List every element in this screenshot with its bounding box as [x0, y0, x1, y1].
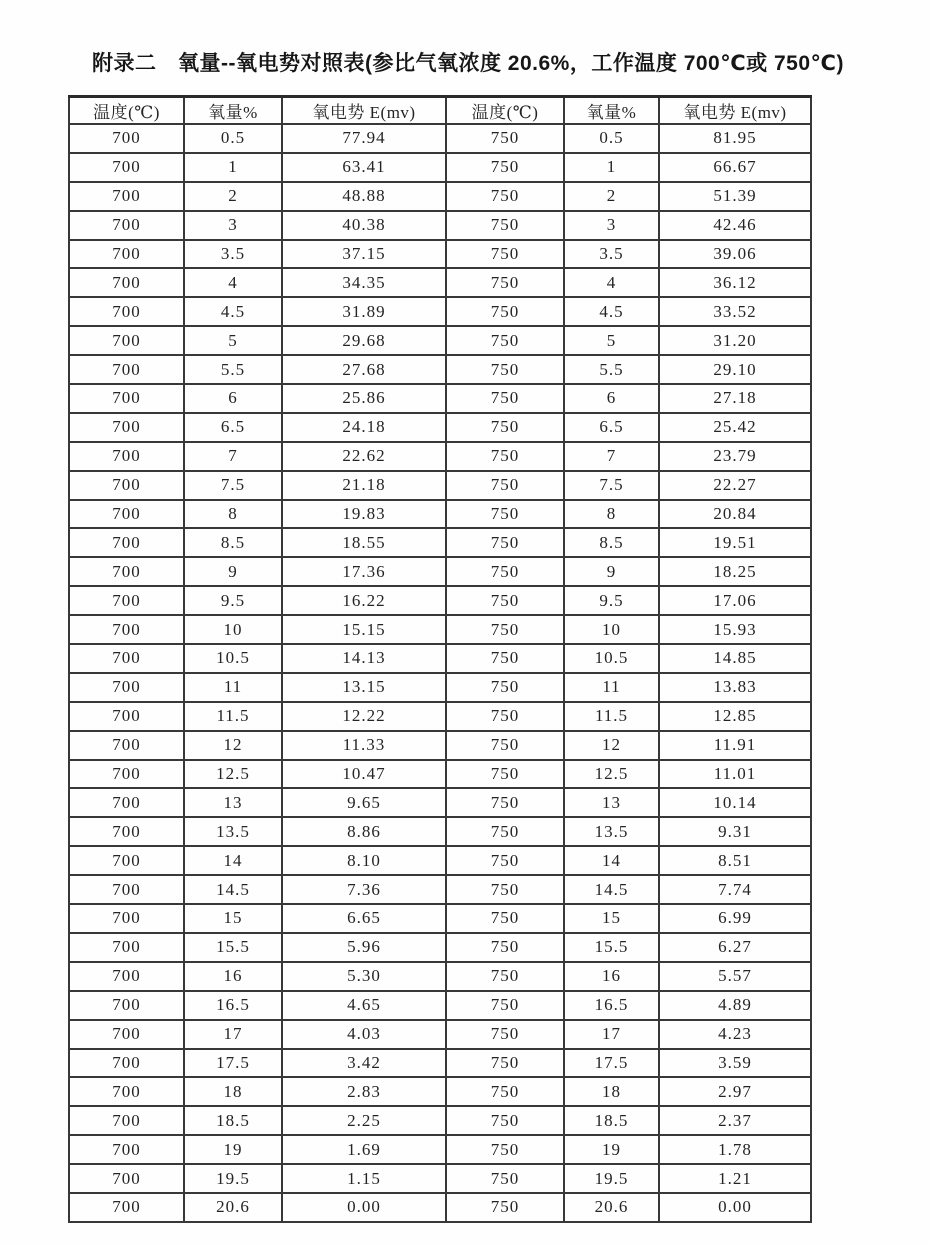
table-cell: 700 — [69, 240, 184, 269]
table-cell: 750 — [446, 644, 564, 673]
table-cell: 11.33 — [282, 731, 446, 760]
table-cell: 1 — [564, 153, 659, 182]
table-row — [69, 384, 811, 413]
table-cell: 15 — [184, 904, 282, 933]
table-cell: 0.5 — [184, 124, 282, 153]
table-cell: 19.51 — [659, 528, 811, 557]
table-cell: 11 — [184, 673, 282, 702]
table-cell: 25.42 — [659, 413, 811, 442]
table-cell: 700 — [69, 760, 184, 789]
table-cell: 17 — [184, 1020, 282, 1049]
table-cell: 750 — [446, 1077, 564, 1106]
table-cell: 4.5 — [564, 297, 659, 326]
table-row — [69, 297, 811, 326]
table-cell: 14.13 — [282, 644, 446, 673]
table-row — [69, 182, 811, 211]
table-cell: 750 — [446, 933, 564, 962]
table-cell: 13 — [184, 788, 282, 817]
table-cell: 11.91 — [659, 731, 811, 760]
header-cell-temp-left: 温度(℃) — [69, 97, 184, 125]
table-cell: 700 — [69, 846, 184, 875]
table-cell: 0.00 — [659, 1193, 811, 1222]
table-row — [69, 933, 811, 962]
table-cell: 750 — [446, 846, 564, 875]
table-cell: 1.78 — [659, 1135, 811, 1164]
table-cell: 750 — [446, 817, 564, 846]
table-cell: 18.25 — [659, 557, 811, 586]
table-cell: 20.6 — [184, 1193, 282, 1222]
table-cell: 8.5 — [564, 528, 659, 557]
table-cell: 11.5 — [564, 702, 659, 731]
table-cell: 700 — [69, 904, 184, 933]
table-cell: 1 — [184, 153, 282, 182]
table-cell: 21.18 — [282, 471, 446, 500]
table-cell: 2.25 — [282, 1106, 446, 1135]
table-cell: 16 — [564, 962, 659, 991]
table-cell: 750 — [446, 153, 564, 182]
table-cell: 18.5 — [184, 1106, 282, 1135]
table-row — [69, 500, 811, 529]
table-cell: 19 — [564, 1135, 659, 1164]
table-cell: 77.94 — [282, 124, 446, 153]
table-cell: 6 — [564, 384, 659, 413]
table-cell: 4 — [184, 268, 282, 297]
table-cell: 13.5 — [184, 817, 282, 846]
table-cell: 3.42 — [282, 1049, 446, 1078]
table-cell: 18.5 — [564, 1106, 659, 1135]
table-cell: 13.83 — [659, 673, 811, 702]
table-cell: 700 — [69, 1077, 184, 1106]
table-row — [69, 1020, 811, 1049]
table-cell: 13 — [564, 788, 659, 817]
table-row — [69, 1049, 811, 1078]
table-row — [69, 471, 811, 500]
table-cell: 700 — [69, 500, 184, 529]
table-cell: 750 — [446, 1193, 564, 1222]
table-cell: 18.55 — [282, 528, 446, 557]
table-cell: 700 — [69, 471, 184, 500]
table-cell: 5.5 — [564, 355, 659, 384]
table-cell: 750 — [446, 557, 564, 586]
table-cell: 5.57 — [659, 962, 811, 991]
table-cell: 8 — [564, 500, 659, 529]
table-cell: 12.5 — [184, 760, 282, 789]
table-cell: 15.15 — [282, 615, 446, 644]
table-row — [69, 1135, 811, 1164]
table-cell: 14 — [564, 846, 659, 875]
table-cell: 16.5 — [564, 991, 659, 1020]
table-cell: 750 — [446, 673, 564, 702]
table-cell: 31.20 — [659, 326, 811, 355]
table-cell: 11.01 — [659, 760, 811, 789]
table-cell: 39.06 — [659, 240, 811, 269]
table-cell: 700 — [69, 875, 184, 904]
table-cell: 700 — [69, 702, 184, 731]
table-cell: 700 — [69, 153, 184, 182]
oxygen-potential-table — [68, 95, 812, 1223]
table-row — [69, 846, 811, 875]
table-cell: 0.5 — [564, 124, 659, 153]
table-cell: 700 — [69, 1106, 184, 1135]
table-cell: 51.39 — [659, 182, 811, 211]
table-row — [69, 644, 811, 673]
header-cell-potential-right: 氧电势 E(mv) — [659, 97, 811, 125]
table-cell: 750 — [446, 875, 564, 904]
table-cell: 750 — [446, 528, 564, 557]
table-cell: 700 — [69, 1164, 184, 1193]
table-cell: 750 — [446, 904, 564, 933]
table-cell: 750 — [446, 500, 564, 529]
table-cell: 48.88 — [282, 182, 446, 211]
table-row — [69, 904, 811, 933]
table-cell: 6.65 — [282, 904, 446, 933]
table-cell: 1.21 — [659, 1164, 811, 1193]
table-cell: 750 — [446, 240, 564, 269]
table-cell: 750 — [446, 268, 564, 297]
table-cell: 16.22 — [282, 586, 446, 615]
table-cell: 12 — [564, 731, 659, 760]
table-row — [69, 211, 811, 240]
table-cell: 9 — [184, 557, 282, 586]
table-cell: 66.67 — [659, 153, 811, 182]
table-cell: 750 — [446, 124, 564, 153]
table-cell: 17.5 — [184, 1049, 282, 1078]
table-cell: 19.5 — [184, 1164, 282, 1193]
table-cell: 16 — [184, 962, 282, 991]
table-cell: 9 — [564, 557, 659, 586]
table-cell: 25.86 — [282, 384, 446, 413]
table-cell: 750 — [446, 991, 564, 1020]
table-cell: 2 — [184, 182, 282, 211]
table-cell: 27.68 — [282, 355, 446, 384]
table-cell: 700 — [69, 991, 184, 1020]
table-row — [69, 1193, 811, 1222]
table-cell: 7 — [184, 442, 282, 471]
table-cell: 3 — [564, 211, 659, 240]
table-cell: 700 — [69, 211, 184, 240]
table-cell: 18 — [184, 1077, 282, 1106]
table-row — [69, 1164, 811, 1193]
table-cell: 3.59 — [659, 1049, 811, 1078]
table-cell: 8.5 — [184, 528, 282, 557]
header-cell-oxygen-right: 氧量% — [564, 97, 659, 125]
table-cell: 700 — [69, 528, 184, 557]
table-cell: 750 — [446, 760, 564, 789]
table-cell: 700 — [69, 1049, 184, 1078]
table-cell: 5.30 — [282, 962, 446, 991]
table-cell: 2.97 — [659, 1077, 811, 1106]
table-cell: 750 — [446, 384, 564, 413]
header-cell-potential-left: 氧电势 E(mv) — [282, 97, 446, 125]
table-cell: 700 — [69, 268, 184, 297]
table-row — [69, 586, 811, 615]
table-row — [69, 1106, 811, 1135]
table-cell: 4.5 — [184, 297, 282, 326]
table-cell: 6.99 — [659, 904, 811, 933]
table-cell: 700 — [69, 355, 184, 384]
table-cell: 700 — [69, 586, 184, 615]
table-cell: 700 — [69, 962, 184, 991]
table-cell: 11.5 — [184, 702, 282, 731]
table-cell: 750 — [446, 442, 564, 471]
table-cell: 1.15 — [282, 1164, 446, 1193]
table-cell: 700 — [69, 1020, 184, 1049]
table-cell: 8.10 — [282, 846, 446, 875]
table-cell: 9.5 — [184, 586, 282, 615]
table-cell: 750 — [446, 702, 564, 731]
table-cell: 750 — [446, 326, 564, 355]
table-cell: 750 — [446, 182, 564, 211]
table-cell: 11 — [564, 673, 659, 702]
table-cell: 19 — [184, 1135, 282, 1164]
table-cell: 1.69 — [282, 1135, 446, 1164]
table-cell: 700 — [69, 326, 184, 355]
table-cell: 2.37 — [659, 1106, 811, 1135]
table-cell: 20.6 — [564, 1193, 659, 1222]
table-cell: 10.5 — [564, 644, 659, 673]
table-cell: 6.5 — [184, 413, 282, 442]
table-cell: 16.5 — [184, 991, 282, 1020]
table-cell: 700 — [69, 442, 184, 471]
table-cell: 18 — [564, 1077, 659, 1106]
table-row — [69, 528, 811, 557]
table-cell: 700 — [69, 413, 184, 442]
table-row — [69, 673, 811, 702]
table-cell: 12 — [184, 731, 282, 760]
table-cell: 4.23 — [659, 1020, 811, 1049]
table-cell: 750 — [446, 1106, 564, 1135]
header-cell-temp-right: 温度(℃) — [446, 97, 564, 125]
table-cell: 750 — [446, 788, 564, 817]
table-cell: 17.36 — [282, 557, 446, 586]
table-cell: 700 — [69, 615, 184, 644]
table-cell: 34.35 — [282, 268, 446, 297]
table-cell: 10 — [184, 615, 282, 644]
table-cell: 700 — [69, 644, 184, 673]
table-cell: 10.47 — [282, 760, 446, 789]
table-cell: 750 — [446, 1164, 564, 1193]
table-cell: 17 — [564, 1020, 659, 1049]
table-cell: 81.95 — [659, 124, 811, 153]
table-cell: 15 — [564, 904, 659, 933]
table-cell: 15.5 — [564, 933, 659, 962]
table-cell: 750 — [446, 471, 564, 500]
table-cell: 19.83 — [282, 500, 446, 529]
table-cell: 37.15 — [282, 240, 446, 269]
table-cell: 2 — [564, 182, 659, 211]
table-cell: 0.00 — [282, 1193, 446, 1222]
table-cell: 700 — [69, 817, 184, 846]
table-cell: 63.41 — [282, 153, 446, 182]
table-cell: 750 — [446, 413, 564, 442]
table-row — [69, 268, 811, 297]
table-cell: 13.15 — [282, 673, 446, 702]
table-cell: 700 — [69, 788, 184, 817]
table-cell: 14.5 — [184, 875, 282, 904]
table-cell: 750 — [446, 731, 564, 760]
table-cell: 15.5 — [184, 933, 282, 962]
table-cell: 12.85 — [659, 702, 811, 731]
table-cell: 7 — [564, 442, 659, 471]
table-cell: 8.51 — [659, 846, 811, 875]
table-cell: 4.89 — [659, 991, 811, 1020]
table-cell: 7.36 — [282, 875, 446, 904]
table-cell: 22.27 — [659, 471, 811, 500]
header-row — [69, 97, 811, 125]
table-cell: 3.5 — [184, 240, 282, 269]
table-row — [69, 875, 811, 904]
table-cell: 10 — [564, 615, 659, 644]
table-cell: 5 — [184, 326, 282, 355]
table-cell: 700 — [69, 384, 184, 413]
table-cell: 750 — [446, 615, 564, 644]
table-cell: 6 — [184, 384, 282, 413]
table-cell: 7.5 — [184, 471, 282, 500]
table-cell: 14.85 — [659, 644, 811, 673]
table-cell: 24.18 — [282, 413, 446, 442]
table-cell: 20.84 — [659, 500, 811, 529]
table-cell: 750 — [446, 1020, 564, 1049]
table-cell: 7.5 — [564, 471, 659, 500]
table-cell: 8 — [184, 500, 282, 529]
table-cell: 10.5 — [184, 644, 282, 673]
table-cell: 14.5 — [564, 875, 659, 904]
table-cell: 2.83 — [282, 1077, 446, 1106]
table-cell: 750 — [446, 962, 564, 991]
table-cell: 9.5 — [564, 586, 659, 615]
table-cell: 700 — [69, 731, 184, 760]
table-cell: 42.46 — [659, 211, 811, 240]
table-cell: 9.31 — [659, 817, 811, 846]
table-cell: 33.52 — [659, 297, 811, 326]
table-cell: 17.5 — [564, 1049, 659, 1078]
table-cell: 22.62 — [282, 442, 446, 471]
table-cell: 23.79 — [659, 442, 811, 471]
table-cell: 750 — [446, 1049, 564, 1078]
table-row — [69, 355, 811, 384]
table-cell: 7.74 — [659, 875, 811, 904]
table-cell: 5.96 — [282, 933, 446, 962]
table-row — [69, 615, 811, 644]
table-cell: 750 — [446, 1135, 564, 1164]
table-cell: 700 — [69, 933, 184, 962]
table-row — [69, 760, 811, 789]
table-row — [69, 702, 811, 731]
table-row — [69, 413, 811, 442]
table-cell: 13.5 — [564, 817, 659, 846]
table-cell: 9.65 — [282, 788, 446, 817]
table-cell: 3.5 — [564, 240, 659, 269]
table-cell: 29.10 — [659, 355, 811, 384]
table-cell: 4 — [564, 268, 659, 297]
table-cell: 4.65 — [282, 991, 446, 1020]
table-cell: 10.14 — [659, 788, 811, 817]
table-cell: 750 — [446, 211, 564, 240]
table-cell: 700 — [69, 1193, 184, 1222]
table-cell: 17.06 — [659, 586, 811, 615]
table-cell: 700 — [69, 1135, 184, 1164]
table-row — [69, 788, 811, 817]
table-cell: 12.22 — [282, 702, 446, 731]
table-cell: 31.89 — [282, 297, 446, 326]
table-cell: 40.38 — [282, 211, 446, 240]
table-cell: 700 — [69, 124, 184, 153]
table-row — [69, 962, 811, 991]
table-row — [69, 326, 811, 355]
table-cell: 14 — [184, 846, 282, 875]
table-header — [69, 97, 811, 125]
table-cell: 27.18 — [659, 384, 811, 413]
table-cell: 750 — [446, 297, 564, 326]
table-row — [69, 1077, 811, 1106]
table-cell: 700 — [69, 297, 184, 326]
table-cell: 5 — [564, 326, 659, 355]
table-row — [69, 991, 811, 1020]
header-cell-oxygen-left: 氧量% — [184, 97, 282, 125]
table-cell: 700 — [69, 673, 184, 702]
table-cell: 700 — [69, 182, 184, 211]
table-cell: 6.5 — [564, 413, 659, 442]
table-cell: 4.03 — [282, 1020, 446, 1049]
table-row — [69, 153, 811, 182]
table-cell: 15.93 — [659, 615, 811, 644]
table-row — [69, 817, 811, 846]
page-title: 附录二 氧量--氧电势对照表(参比气氧浓度 20.6%，工作温度 700℃或 750℃) — [92, 52, 844, 75]
table-cell: 12.5 — [564, 760, 659, 789]
table-cell: 36.12 — [659, 268, 811, 297]
table-cell: 5.5 — [184, 355, 282, 384]
table-cell: 6.27 — [659, 933, 811, 962]
table-cell: 8.86 — [282, 817, 446, 846]
table-cell: 19.5 — [564, 1164, 659, 1193]
table-row — [69, 240, 811, 269]
table-cell: 750 — [446, 355, 564, 384]
table-cell: 29.68 — [282, 326, 446, 355]
table-row — [69, 731, 811, 760]
table-row — [69, 442, 811, 471]
table-cell: 3 — [184, 211, 282, 240]
table-body — [69, 124, 811, 1222]
table-row — [69, 557, 811, 586]
table-cell: 750 — [446, 586, 564, 615]
table-cell: 700 — [69, 557, 184, 586]
table-row — [69, 124, 811, 153]
